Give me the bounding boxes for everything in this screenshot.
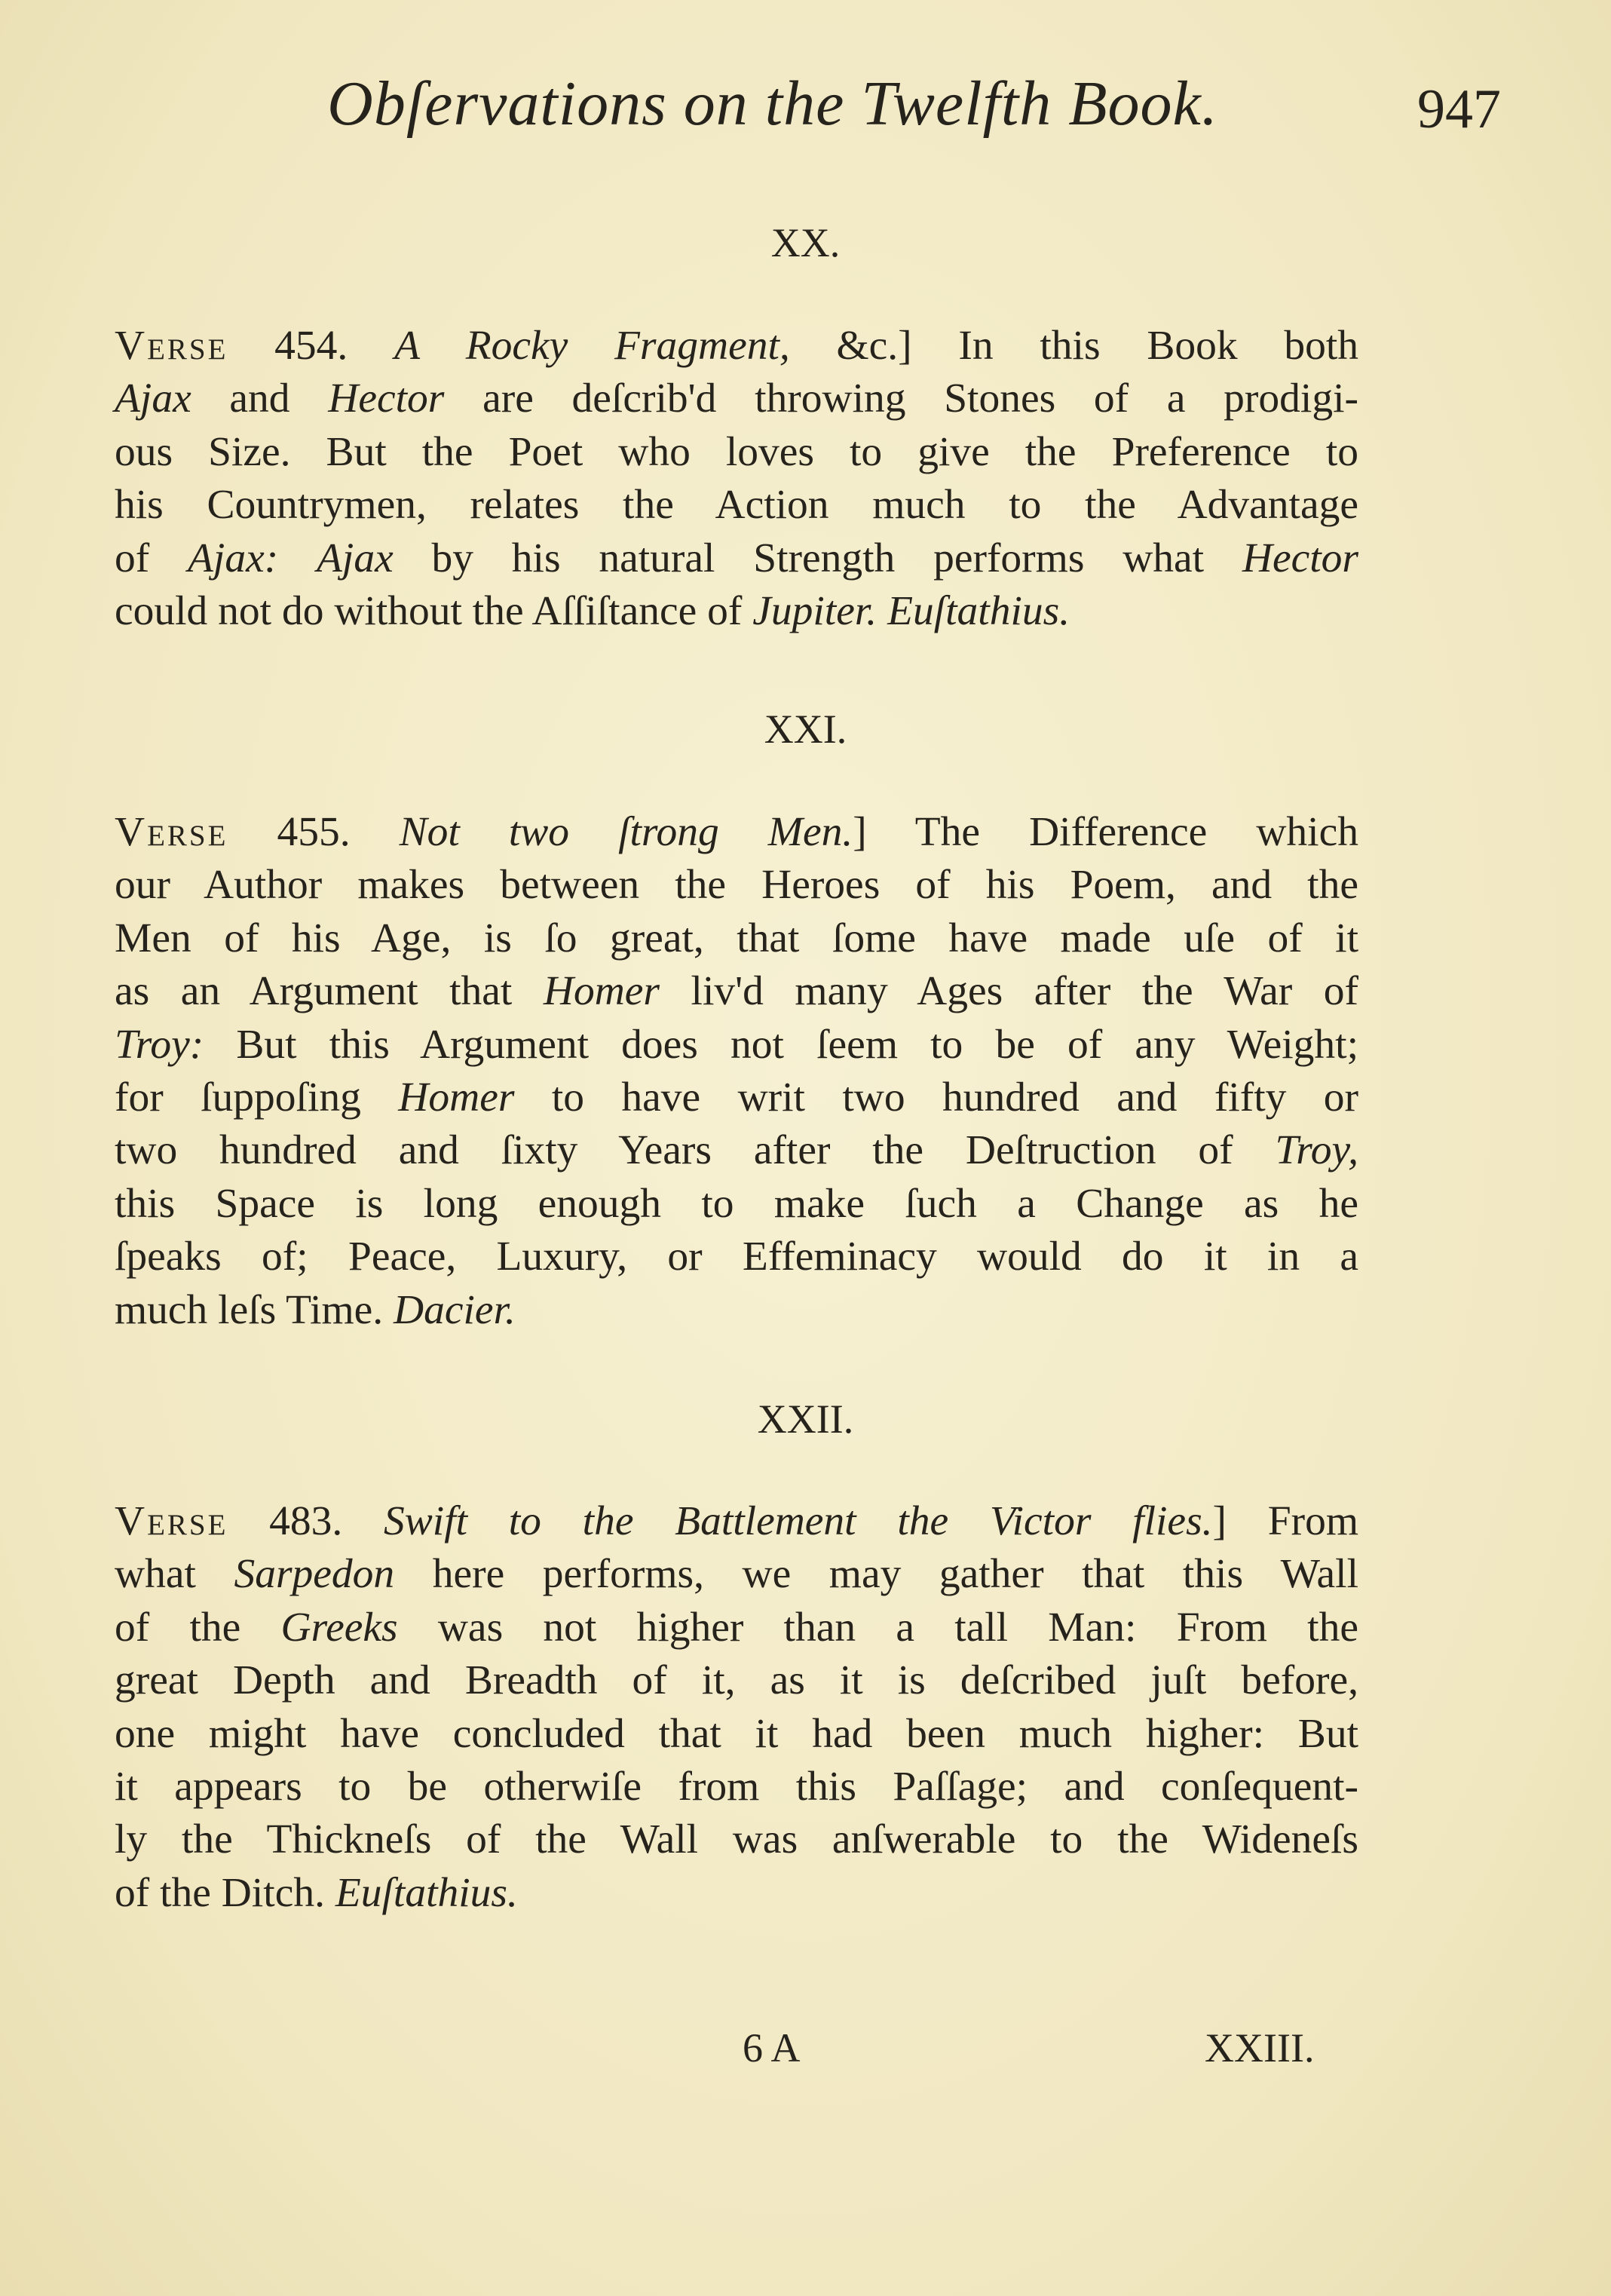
note-line: of the Greeks was not higher than a tall Man: From the (115, 1604, 1358, 1651)
note-xxi (115, 806, 1358, 1337)
note-line: our Author makes between the Heroes of his Poem, and the (115, 862, 1358, 909)
note-line: two hundred and ſixty Years after the Deſtruction of Troy, (115, 1127, 1358, 1174)
note-line: his Countrymen, relates the Action much to the Advantage (115, 482, 1358, 529)
note-line: ous Size. But the Poet who loves to give the Preference to (115, 428, 1358, 475)
note-line: Men of his Age, is ſo great, that ſome have made uſe of it (115, 915, 1358, 961)
note-line: it appears to be otherwiſe from this Paſſage; and conſequent- (115, 1764, 1358, 1810)
running-title: Obſervations on the Twelfth Book. (327, 69, 1218, 139)
note-line: for ſuppoſing Homer to have writ two hundred and fifty or (115, 1074, 1358, 1121)
note-line: Verse 454. A Rocky Fragment, &c.] In this Book both (115, 323, 1358, 369)
section-heading-xx: XX. (770, 220, 841, 265)
note-line: this Space is long enough to make ſuch a Change as he (115, 1180, 1358, 1227)
note-line: what Sarpedon here performs, we may gather that this Wall (115, 1551, 1358, 1598)
note-line: great Depth and Breadth of it, as it is deſcribed juſt before, (115, 1657, 1358, 1704)
section-heading-xxii: XXII. (757, 1396, 854, 1442)
note-line: Troy: But this Argument does not ſeem to be of any Weight; (115, 1021, 1358, 1068)
note-xx (115, 320, 1358, 638)
note-line: of the Ditch. Euſtathius. (115, 1869, 518, 1916)
note-line: ſpeaks of; Peace, Luxury, or Effeminacy would do it in a (115, 1234, 1358, 1280)
note-line: Verse 455. Not two ſtrong Men.] The Difference which (115, 809, 1358, 855)
note-line: of Ajax: Ajax by his natural Strength performs what Hector (115, 535, 1359, 581)
note-line: much leſs Time. Dacier. (115, 1286, 516, 1333)
note-line: as an Argument that Homer liv'd many Ages after the War of (115, 968, 1359, 1015)
note-line: ly the Thickneſs of the Wall was anſwerable to the Wideneſs (115, 1816, 1358, 1863)
catchword: XXIII. (1205, 2025, 1315, 2071)
note-line: Verse 483. Swift to the Battlement the Victor flies.] From (115, 1498, 1359, 1544)
page-number: 947 (1417, 78, 1501, 140)
note-line: Ajax and Hector are deſcrib'd throwing Stones of a prodigi- (115, 376, 1358, 422)
section-heading-xxi: XXI. (764, 707, 847, 752)
signature-mark: 6 A (743, 2025, 801, 2071)
note-line: one might have concluded that it had been much higher: But (115, 1710, 1358, 1757)
note-xxii (115, 1495, 1358, 1920)
note-line: could not do without the Aſſiſtance of Jupiter. Euſtathius. (115, 588, 1070, 635)
